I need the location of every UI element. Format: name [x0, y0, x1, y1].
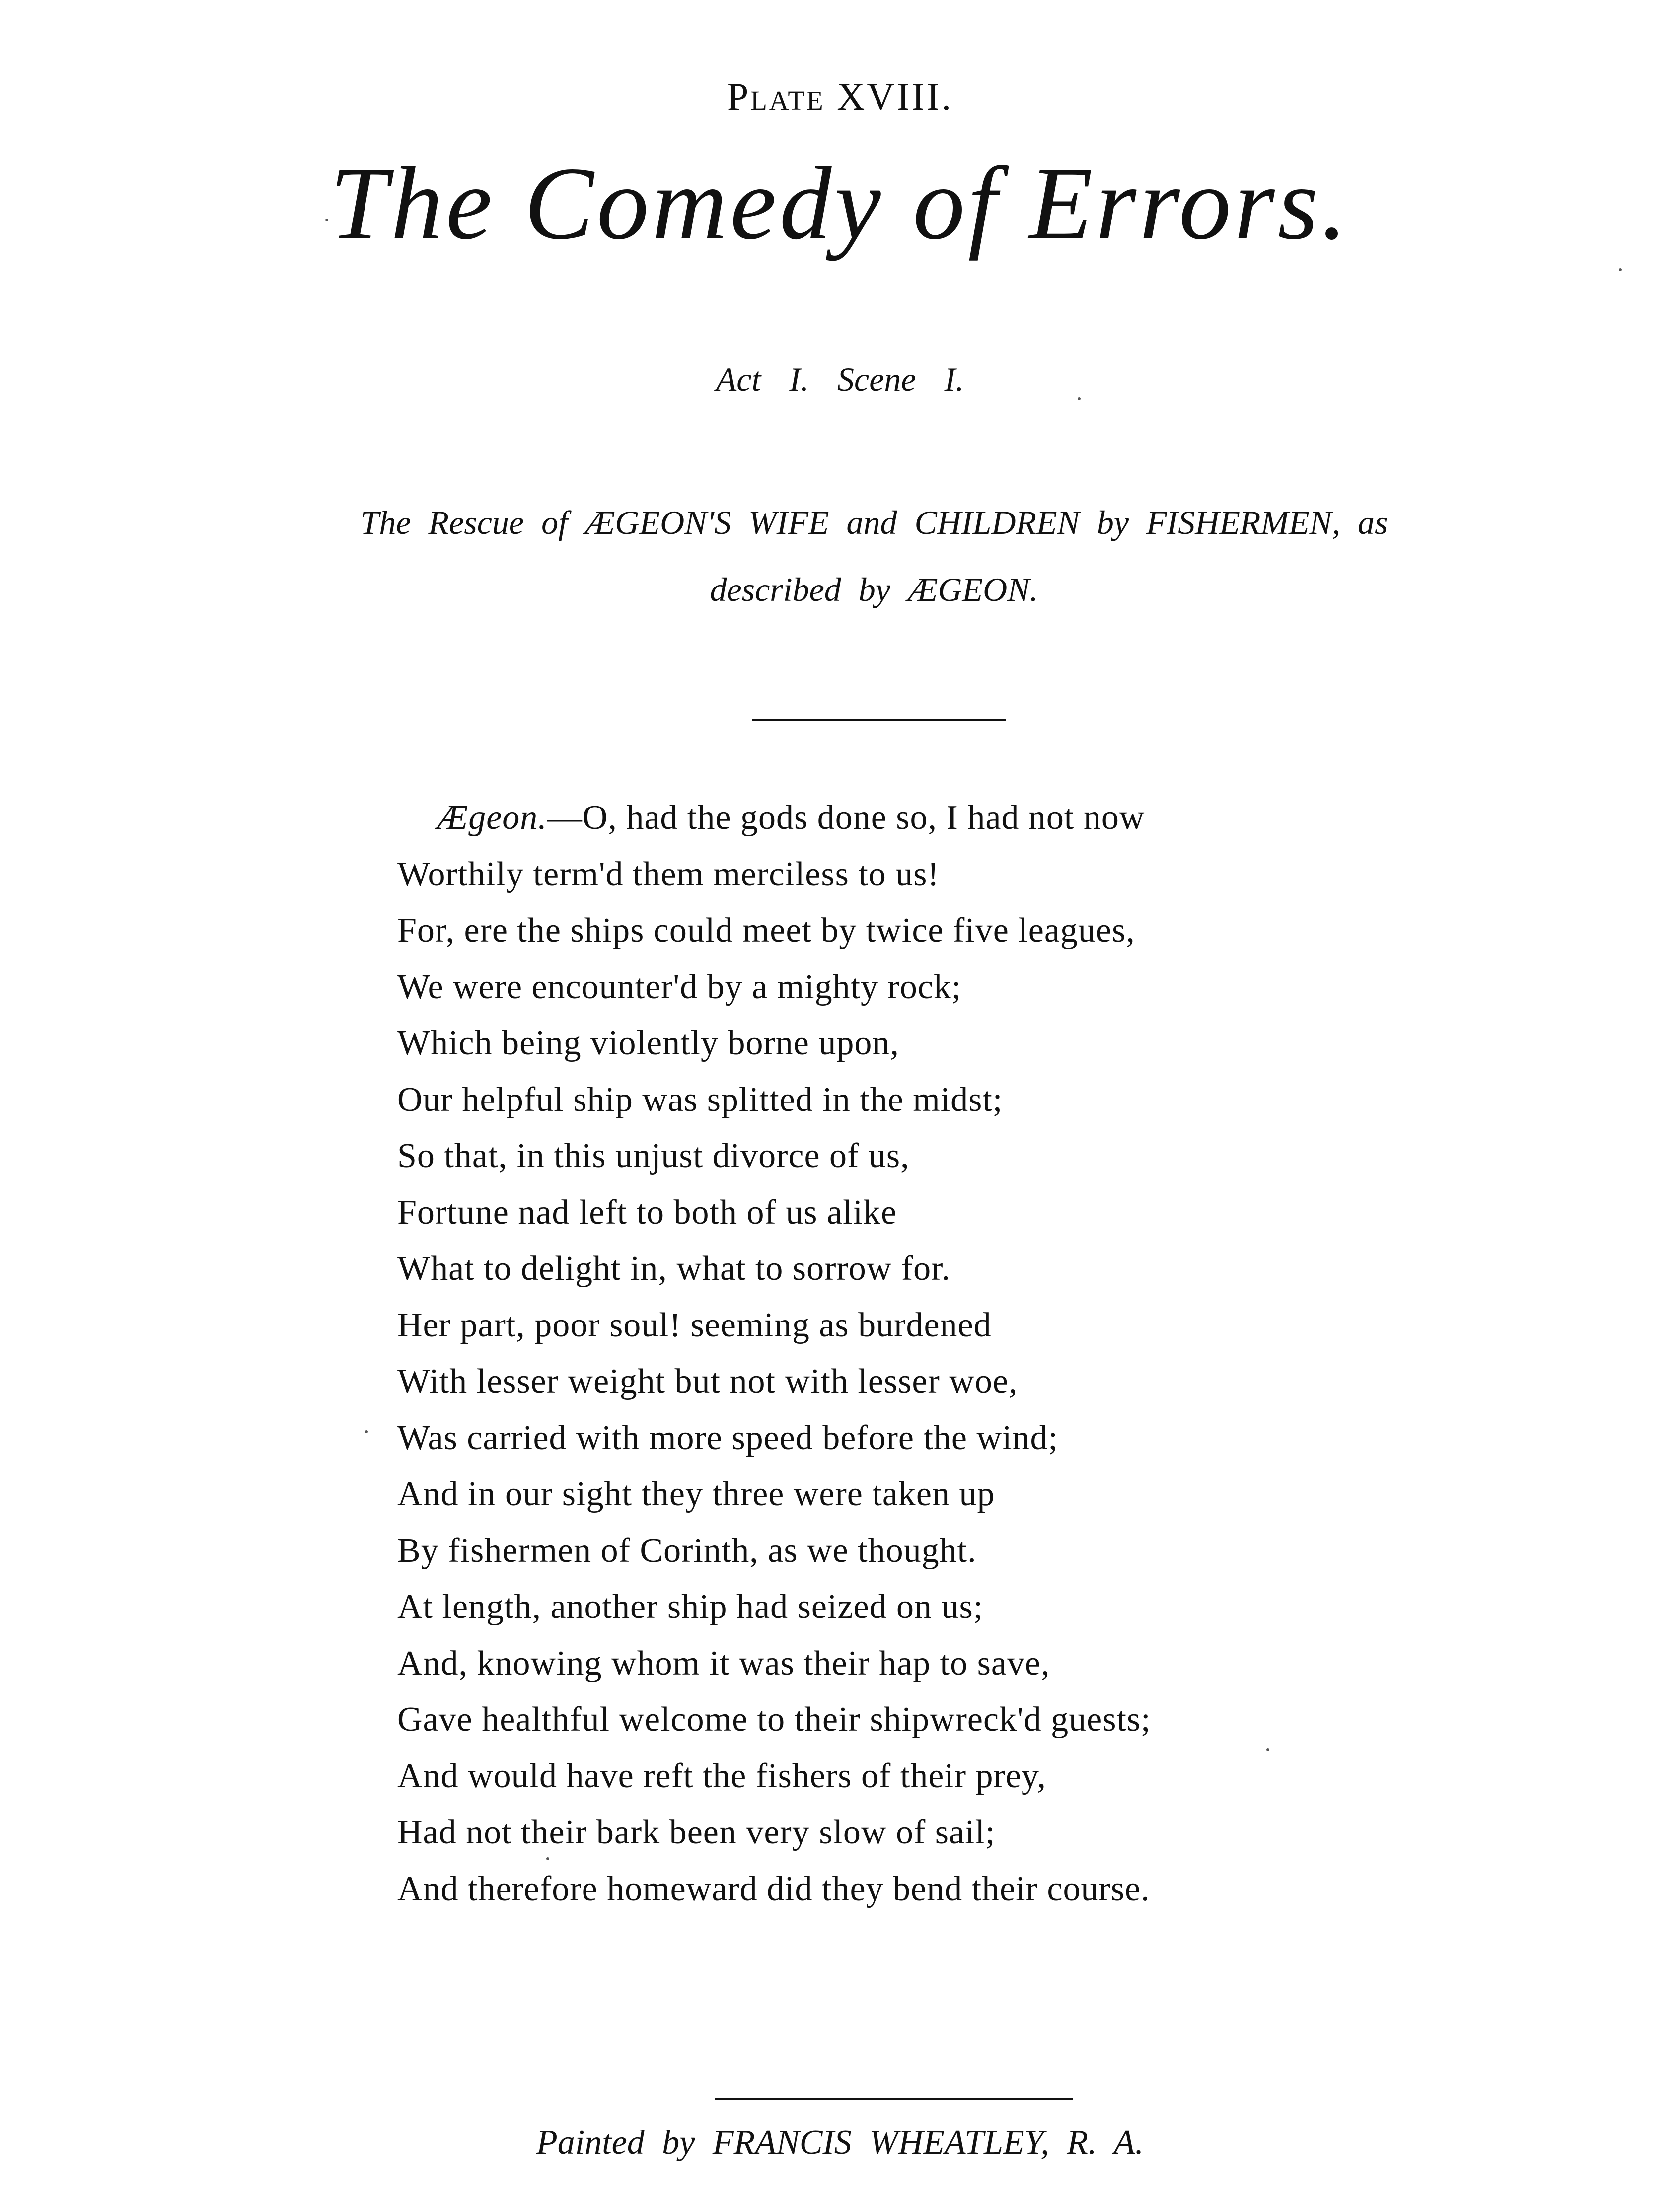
verse-line: Our helpful ship was splitted in the midst; — [397, 1080, 1003, 1119]
verse-line: So that, in this unjust divorce of us, — [397, 1137, 910, 1175]
verse-passage — [397, 790, 1390, 1917]
verse-line: With lesser weight but not with lesser woe, — [397, 1362, 1018, 1400]
plate-description — [238, 489, 1510, 623]
verse-line: Her part, poor soul! seeming as burdened — [397, 1306, 992, 1344]
verse-line: Which being violently borne upon, — [397, 1024, 899, 1062]
scan-speck — [546, 1857, 549, 1860]
verse-line: And would have reft the fishers of their prey, — [397, 1757, 1046, 1795]
verse-line: At length, another ship had seized on us; — [397, 1588, 984, 1626]
verse-line-text: —O, had the gods done so, I had not now — [547, 799, 1145, 837]
verse-line: By fishermen of Corinth, as we thought. — [397, 1531, 977, 1570]
verse-line: Was carried with more speed before the wind; — [397, 1418, 1058, 1457]
verse-line: And, knowing whom it was their hap to save, — [397, 1644, 1050, 1683]
act-scene-heading: Act I. Scene I. — [716, 361, 964, 398]
divider-rule-top — [752, 719, 1006, 721]
painter-credit: Painted by FRANCIS WHEATLEY, R. A. — [536, 2124, 1144, 2162]
divider-rule-bottom — [715, 2098, 1073, 2100]
verse-line: Fortune nad left to both of us alike — [397, 1193, 897, 1232]
description-line-1: The Rescue of ÆGEON'S WIFE and CHILDREN by FISHERMEN, as — [360, 504, 1388, 541]
description-line-2: described by ÆGEON. — [710, 571, 1038, 608]
scan-speck — [1078, 397, 1081, 400]
scan-speck — [325, 219, 328, 221]
scan-speck — [1266, 1748, 1269, 1751]
page-title: The Comedy of Errors. — [330, 146, 1350, 261]
verse-line: Gave healthful welcome to their shipwreck'd guests; — [397, 1700, 1151, 1739]
verse-line — [397, 790, 1390, 846]
verse-line: And therefore homeward did they bend their course. — [397, 1869, 1150, 1908]
speaker-name: Ægeon. — [437, 799, 547, 837]
plate-label: Plate XVIII. — [727, 75, 953, 118]
scan-speck — [1619, 268, 1622, 271]
verse-line: For, ere the ships could meet by twice five leagues, — [397, 911, 1135, 950]
scan-speck — [365, 1430, 368, 1433]
verse-line: Worthily term'd them merciless to us! — [397, 855, 940, 893]
verse-line: We were encounter'd by a mighty rock; — [397, 967, 962, 1006]
verse-line: And in our sight they three were taken up — [397, 1475, 995, 1513]
verse-line: What to delight in, what to sorrow for. — [397, 1249, 951, 1288]
verse-line: Had not their bark been very slow of sail; — [397, 1813, 996, 1851]
